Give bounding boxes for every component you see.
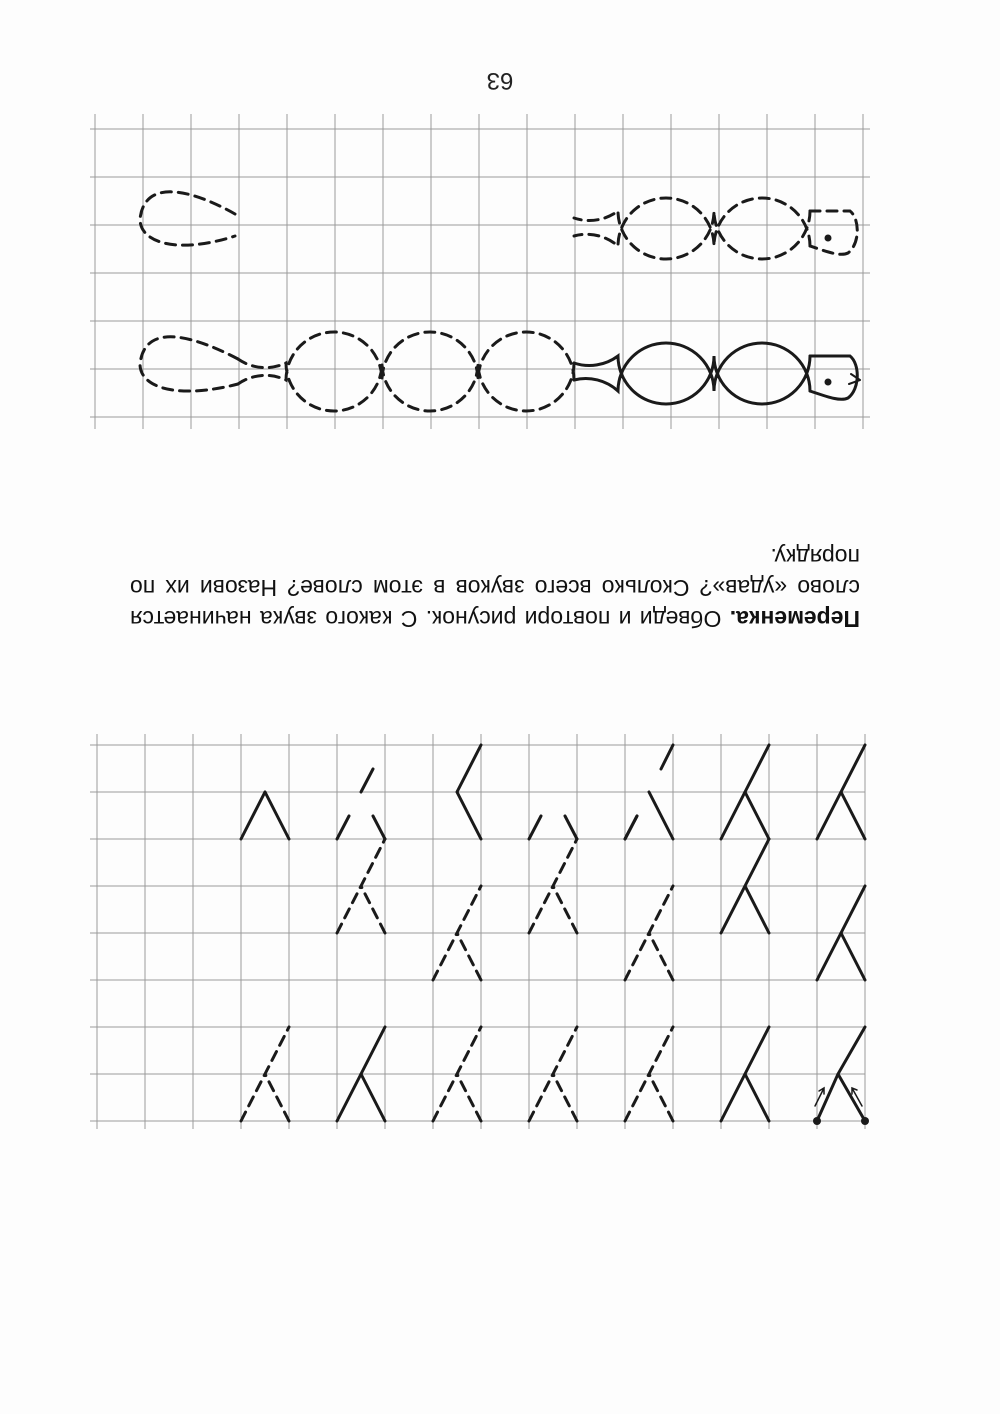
snake-tracing-exercise [90,114,870,429]
snake-tail-dashed [140,337,238,391]
snake-row-1 [140,332,860,411]
snake-eye [825,235,832,242]
snake-body-dashed [574,198,810,259]
letter-u-start [813,1027,869,1125]
letter-u-partial [337,769,637,839]
letter-row-2 [337,839,865,980]
letter-row-1 [241,1027,869,1125]
letter-u-solid [241,792,289,839]
letter-u-partial [529,816,577,839]
snake-eye [825,379,832,386]
task-body: Обведи и повтори рисунок. С какого звука начинается слово «удав»? Сколько всего звуков в этом слове? Назови их по порядку. [130,544,860,632]
snake-body-solid [574,343,810,404]
letter-tracing-exercise [90,734,869,1129]
snake-head-dashed [810,211,857,254]
snake-body-dashed [238,332,574,411]
task-instruction [130,541,860,634]
snake-head [810,356,857,399]
snake-grid [90,114,870,429]
task-title: Переменка. [729,606,860,632]
snake-tail-dashed [140,192,235,245]
page-number: 63 [486,67,514,94]
